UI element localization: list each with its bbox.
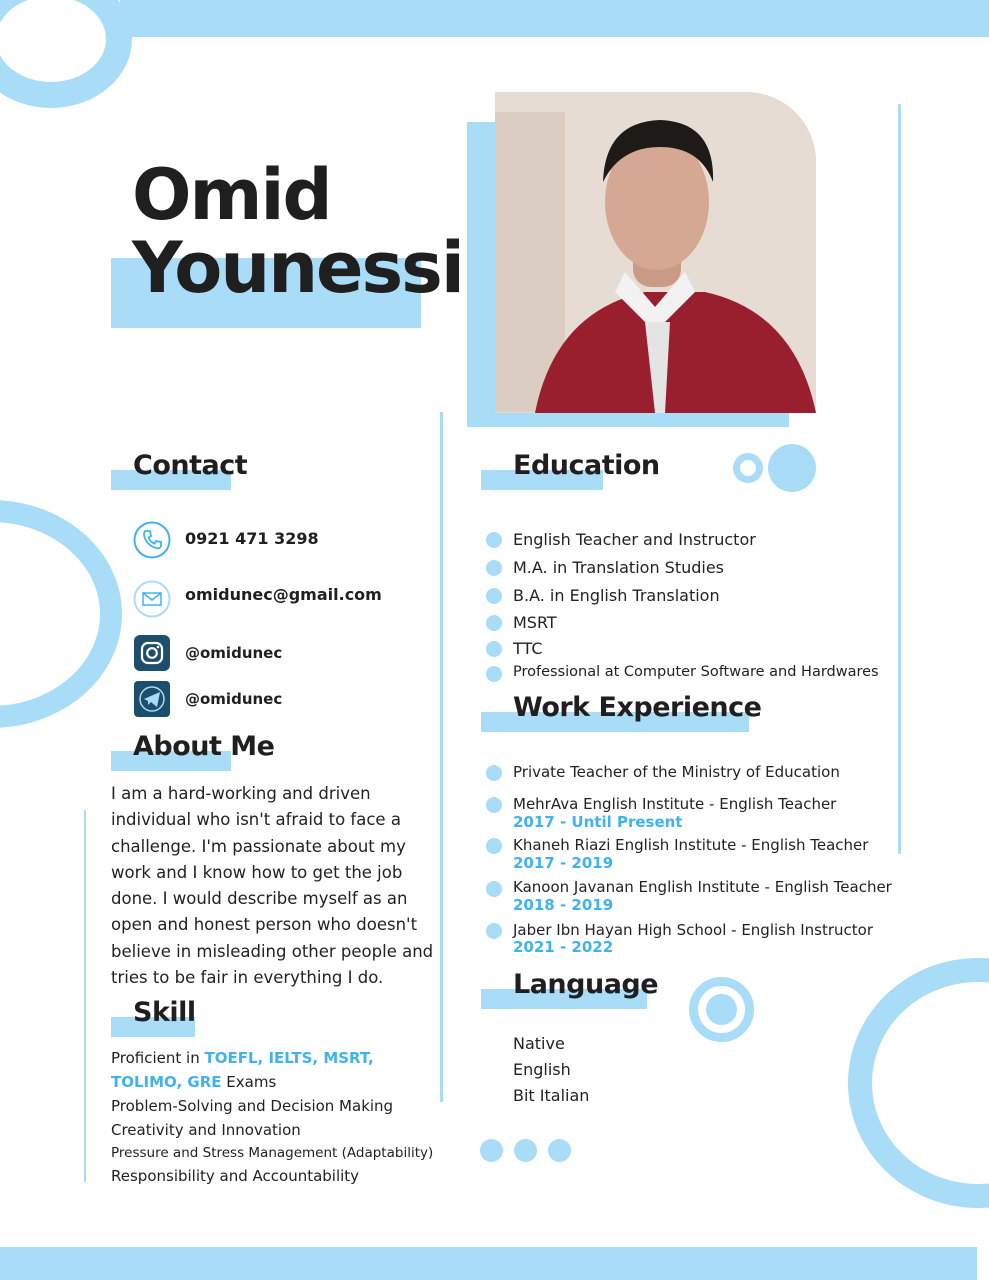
work-bullet <box>486 881 502 897</box>
skill-item: Pressure and Stress Management (Adaptability) <box>111 1145 434 1161</box>
education-small-ring <box>733 453 763 483</box>
work-bullet <box>486 797 502 813</box>
about-text: I am a hard-working and driven individual who isn't afraid to face a challenge. I'm passionate about my work and I know how to get the job done. I would describe myself as an open and honest person who doesn't believe in misleading other people and tries to be fair in everything I do. <box>111 784 434 988</box>
telegram-handle[interactable]: @omidunec <box>185 690 283 708</box>
work-item-title: Jaber Ibn Hayan High School - English Instructor <box>513 921 874 939</box>
education-dot <box>768 444 816 492</box>
education-item: Professional at Computer Software and Hardwares <box>513 664 879 680</box>
instagram-icon <box>133 634 171 672</box>
phone-icon <box>133 521 171 559</box>
work-item-date: 2021 - 2022 <box>513 938 614 956</box>
work-item-title: Kanoon Javanan English Institute - English Teacher <box>513 878 892 896</box>
right-divider-top <box>898 104 901 854</box>
skill-suffix: Exams <box>221 1073 277 1091</box>
skill-heading: Skill <box>133 997 196 1028</box>
left-divider <box>84 810 86 1182</box>
education-bullet <box>486 588 502 604</box>
about-heading: About Me <box>133 731 275 762</box>
education-item: MSRT <box>513 613 557 632</box>
top-left-ring <box>0 0 132 108</box>
skill-highlight-2: TOLIMO, GRE <box>111 1073 222 1091</box>
email-address[interactable]: omidunec@gmail.com <box>185 585 382 604</box>
language-item: Bit Italian <box>513 1086 590 1105</box>
email-icon <box>133 580 171 618</box>
contact-heading: Contact <box>133 450 248 481</box>
work-item-title: MehrAva English Institute - English Teacher <box>513 795 837 813</box>
education-bullet <box>486 641 502 657</box>
skill-item: Problem-Solving and Decision Making <box>111 1097 394 1115</box>
skill-item: Creativity and Innovation <box>111 1121 301 1139</box>
phone-number[interactable]: 0921 471 3298 <box>185 529 319 548</box>
work-bullet <box>486 838 502 854</box>
education-item: TTC <box>513 639 543 658</box>
education-heading: Education <box>513 450 660 481</box>
profile-photo <box>495 92 816 413</box>
last-name: Younessi <box>132 227 463 309</box>
work-item-date: 2018 - 2019 <box>513 896 614 914</box>
skill-highlight-1: TOEFL, IELTS, MSRT, <box>204 1049 374 1067</box>
education-bullet <box>486 532 502 548</box>
skill-line-1 <box>111 1049 374 1067</box>
education-item: English Teacher and Instructor <box>513 530 756 549</box>
work-bullet <box>486 923 502 939</box>
bottom-dot-3 <box>548 1139 571 1162</box>
bottom-dot-1 <box>480 1139 503 1162</box>
language-heading: Language <box>513 969 659 1000</box>
education-bullet <box>486 560 502 576</box>
language-item: Native <box>513 1034 565 1053</box>
left-ring <box>0 500 122 728</box>
education-bullet <box>486 666 502 682</box>
work-item-date: 2017 - Until Present <box>513 813 683 831</box>
center-divider <box>440 412 443 1102</box>
bottom-decor-bar <box>0 1247 977 1280</box>
work-item-date: 2017 - 2019 <box>513 854 614 872</box>
bottom-dot-2 <box>514 1139 537 1162</box>
education-item: B.A. in English Translation <box>513 586 720 605</box>
work-item-title: Khaneh Riazi English Institute - English Teacher <box>513 836 869 854</box>
language-ring-center <box>706 994 737 1025</box>
top-decor-bar <box>120 0 989 37</box>
education-bullet <box>486 615 502 631</box>
work-heading: Work Experience <box>513 692 762 723</box>
skill-line-2 <box>111 1073 276 1091</box>
portrait-illustration <box>495 92 816 413</box>
work-item-title: Private Teacher of the Ministry of Education <box>513 763 840 781</box>
work-bullet <box>486 765 502 781</box>
telegram-icon <box>133 680 171 718</box>
instagram-handle[interactable]: @omidunec <box>185 644 283 662</box>
first-name: Omid <box>132 154 331 236</box>
skill-item: Responsibility and Accountability <box>111 1167 360 1185</box>
bottom-right-ring <box>848 958 989 1208</box>
education-item: M.A. in Translation Studies <box>513 558 725 577</box>
language-item: English <box>513 1060 571 1079</box>
skill-prefix: Proficient in <box>111 1049 205 1067</box>
